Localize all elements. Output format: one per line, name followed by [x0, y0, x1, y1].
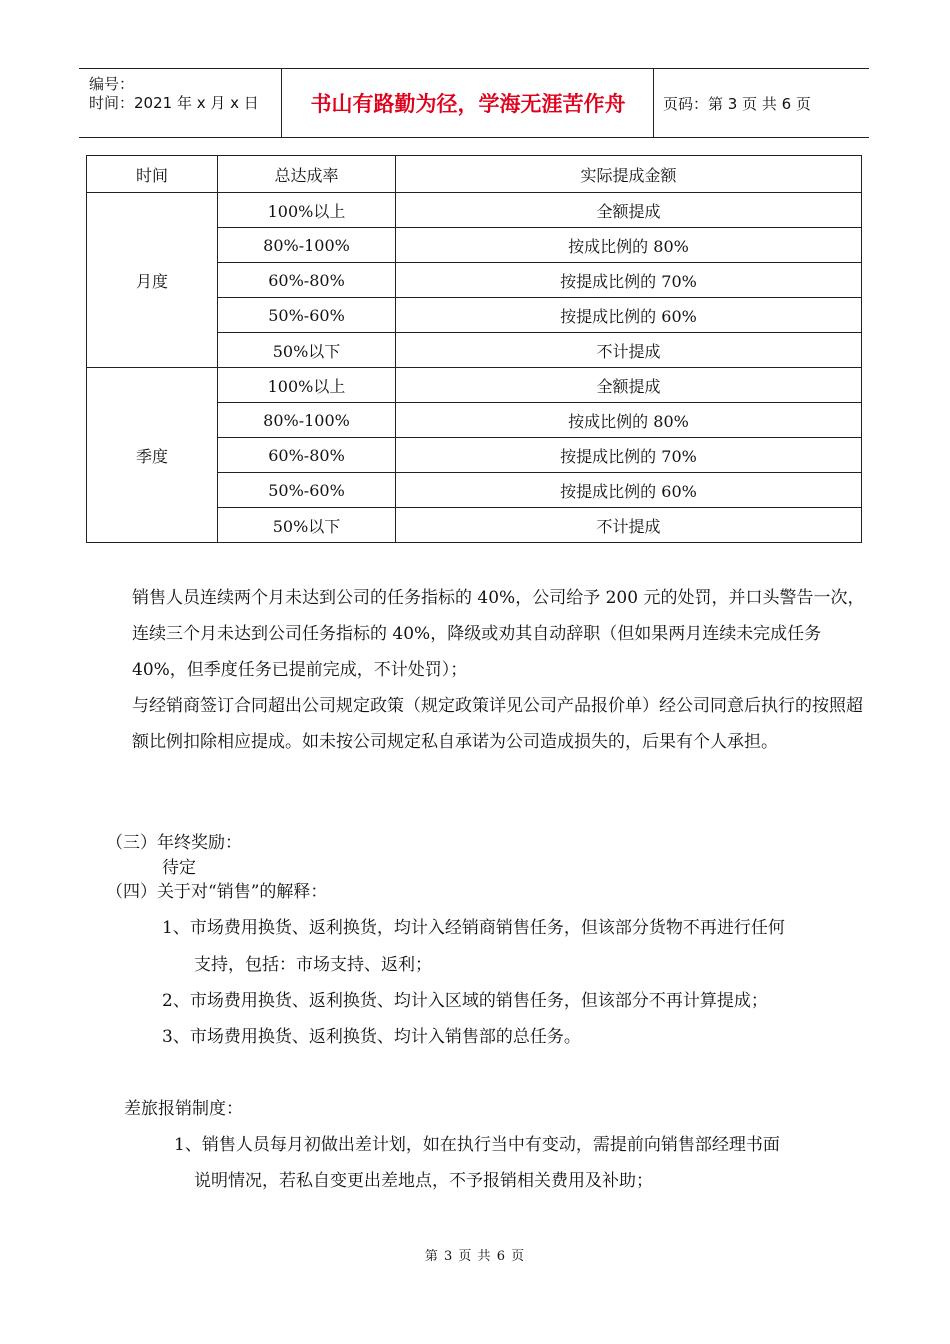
page-footer: 第 3 页 共 6 页: [424, 1249, 526, 1264]
commission-table: [86, 155, 862, 543]
rate-cell: 100%以上: [218, 193, 396, 228]
amount-cell: 按提成比例的 60%: [396, 473, 862, 508]
section3-content: 待定: [162, 858, 196, 878]
number-label: 编号：: [89, 75, 135, 93]
penalty-paragraph: 销售人员连续两个月未达到公司的任务指标的 40%，公司给予 200 元的处罚，并口头警告一次，连续三个月未达到公司任务指标的 40%，降级或劝其自动辞职（但如果两月连续未完成任务 40%，但季度任务已提前完成，不计处罚）；: [132, 588, 865, 680]
header-motto: 书山有路勤为径，学海无涯苦作舟: [310, 92, 626, 116]
contract-paragraph: 与经销商签订合同超出公司规定政策（规定政策详见公司产品报价单）经公司同意后执行的按照超额比例扣除相应提成。如未按公司规定私自承诺为公司造成损失的，后果有个人承担。: [132, 696, 863, 752]
period-cell-quarterly: 季度: [87, 368, 218, 543]
rate-cell: 80%-100%: [218, 403, 396, 438]
amount-cell: 按成比例的 80%: [396, 403, 862, 438]
travel-title: 差旅报销制度：: [124, 1099, 243, 1119]
rate-cell: 50%以下: [218, 508, 396, 543]
date-label: 时间：2021 年 x 月 x 日: [89, 94, 259, 112]
amount-cell: 全额提成: [396, 193, 862, 228]
section4-item1-continued: 支持，包括：市场支持、返利；: [194, 955, 432, 975]
amount-cell: 按成比例的 80%: [396, 228, 862, 263]
header-meta: [89, 75, 259, 113]
amount-cell: 不计提成: [396, 333, 862, 368]
amount-cell: 不计提成: [396, 508, 862, 543]
table-row: [87, 193, 862, 228]
page-header: [79, 68, 869, 138]
rate-cell: 50%以下: [218, 333, 396, 368]
column-header-rate: 总达成率: [218, 156, 396, 193]
rate-cell: 50%-60%: [218, 298, 396, 333]
rate-cell: 80%-100%: [218, 228, 396, 263]
column-header-period: 时间: [87, 156, 218, 193]
table-header-row: [87, 156, 862, 193]
amount-cell: 按提成比例的 60%: [396, 298, 862, 333]
rate-cell: 100%以上: [218, 368, 396, 403]
amount-cell: 按提成比例的 70%: [396, 438, 862, 473]
rate-cell: 50%-60%: [218, 473, 396, 508]
amount-cell: 按提成比例的 70%: [396, 263, 862, 298]
header-page-info: 页码：第 3 页 共 6 页: [663, 95, 811, 113]
rate-cell: 60%-80%: [218, 263, 396, 298]
rate-cell: 60%-80%: [218, 438, 396, 473]
travel-item1: 1、销售人员每月初做出差计划，如在执行当中有变动，需提前向销售部经理书面: [174, 1135, 780, 1155]
section4-item3: 3、市场费用换货、返利换货、均计入销售部的总任务。: [162, 1027, 581, 1047]
amount-cell: 全额提成: [396, 368, 862, 403]
period-cell-monthly: 月度: [87, 193, 218, 368]
section3-title: （三）年终奖励：: [106, 833, 242, 853]
travel-item1-continued: 说明情况，若私自变更出差地点，不予报销相关费用及补助；: [194, 1171, 653, 1191]
table-row: [87, 368, 862, 403]
section4-title: （四）关于对“销售”的解释：: [106, 882, 328, 902]
column-header-amount: 实际提成金额: [396, 156, 862, 193]
section4-item2: 2、市场费用换货、返利换货、均计入区域的销售任务，但该部分不再计算提成；: [162, 991, 768, 1011]
section4-item1: 1、市场费用换货、返利换货，均计入经销商销售任务，但该部分货物不再进行任何: [162, 918, 785, 938]
